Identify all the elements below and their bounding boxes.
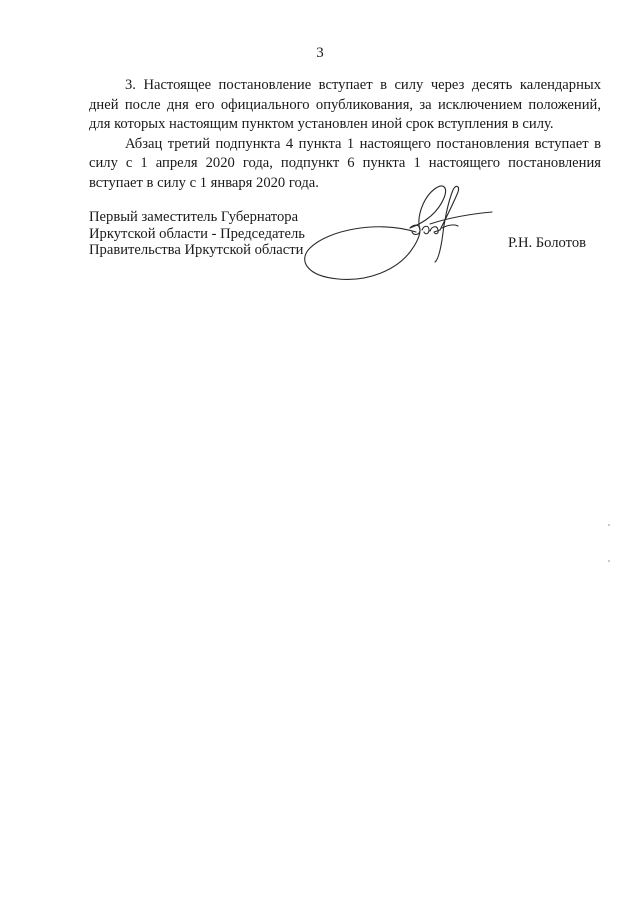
signatory-name: Р.Н. Болотов <box>508 235 587 251</box>
position-line: Правительства Иркутской области <box>89 242 304 258</box>
paragraph-entry-into-force: 3. Настоящее постановление вступает в силу через десять календарных дней после дня его официального опубликования, за исключением положений, для которых настоящим пунктом установлен иной срок вступления в силу. <box>89 77 601 132</box>
document-body <box>89 76 601 193</box>
position-line: Первый заместитель Губернатора <box>89 209 299 225</box>
position-line: Иркутской области - Председатель <box>89 225 305 242</box>
paragraph-exceptions: Абзац третий подпункта 4 пункта 1 настоящего постановления вступает в силу с 1 апреля 2020 года, подпункт 6 пункта 1 настоящего постановления вступает в силу с 1 января 2020 года. <box>89 135 601 191</box>
page-number: 3 <box>316 45 324 61</box>
scan-speck <box>608 524 610 526</box>
handwritten-signature <box>298 178 498 284</box>
scan-speck <box>608 560 610 562</box>
signatory-position <box>89 209 305 259</box>
